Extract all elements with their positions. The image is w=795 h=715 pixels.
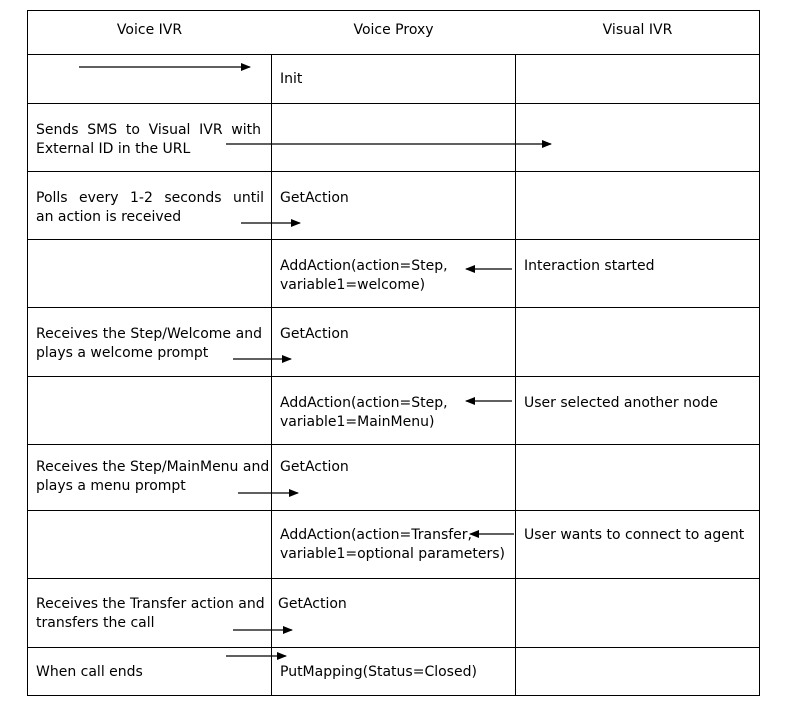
text-line: Receives the Step/MainMenu and — [36, 459, 270, 475]
text-line: Polls every 1-2 seconds until — [36, 190, 264, 206]
text-line: plays a welcome prompt — [36, 345, 209, 361]
text-line: Receives the Transfer action and — [36, 596, 265, 612]
proxy-cell-text: GetAction — [278, 596, 347, 612]
text-line: External ID in the URL — [36, 141, 191, 157]
text-line: AddAction(action=Step, — [280, 258, 448, 274]
text-line: AddAction(action=Transfer, — [280, 527, 472, 543]
text-line: variable1=optional parameters) — [280, 546, 505, 562]
visual-ivr-cell-text: Interaction started — [524, 258, 655, 274]
header-voice-ivr: Voice IVR — [116, 22, 183, 38]
proxy-cell-text: Init — [280, 71, 303, 87]
text-line: Receives the Step/Welcome and — [36, 326, 262, 342]
header-visual-ivr: Visual IVR — [602, 22, 673, 38]
proxy-cell-text: PutMapping(Status=Closed) — [280, 664, 477, 680]
visual-ivr-cell-text: User selected another node — [524, 395, 719, 411]
proxy-cell-text: GetAction — [280, 326, 349, 342]
proxy-cell-text: GetAction — [280, 459, 349, 475]
text-line: variable1=MainMenu) — [280, 414, 435, 430]
text-line: Sends SMS to Visual IVR with — [36, 122, 261, 138]
header-voice-proxy: Voice Proxy — [353, 22, 434, 38]
voice-ivr-cell-text: When call ends — [36, 664, 143, 680]
text-line: an action is received — [36, 209, 182, 225]
text-line: variable1=welcome) — [280, 277, 426, 293]
text-line: plays a menu prompt — [36, 478, 186, 494]
proxy-cell-text: GetAction — [280, 190, 349, 206]
visual-ivr-cell-text: User wants to connect to agent — [524, 527, 745, 543]
text-line: AddAction(action=Step, — [280, 395, 448, 411]
text-line: transfers the call — [36, 615, 155, 631]
